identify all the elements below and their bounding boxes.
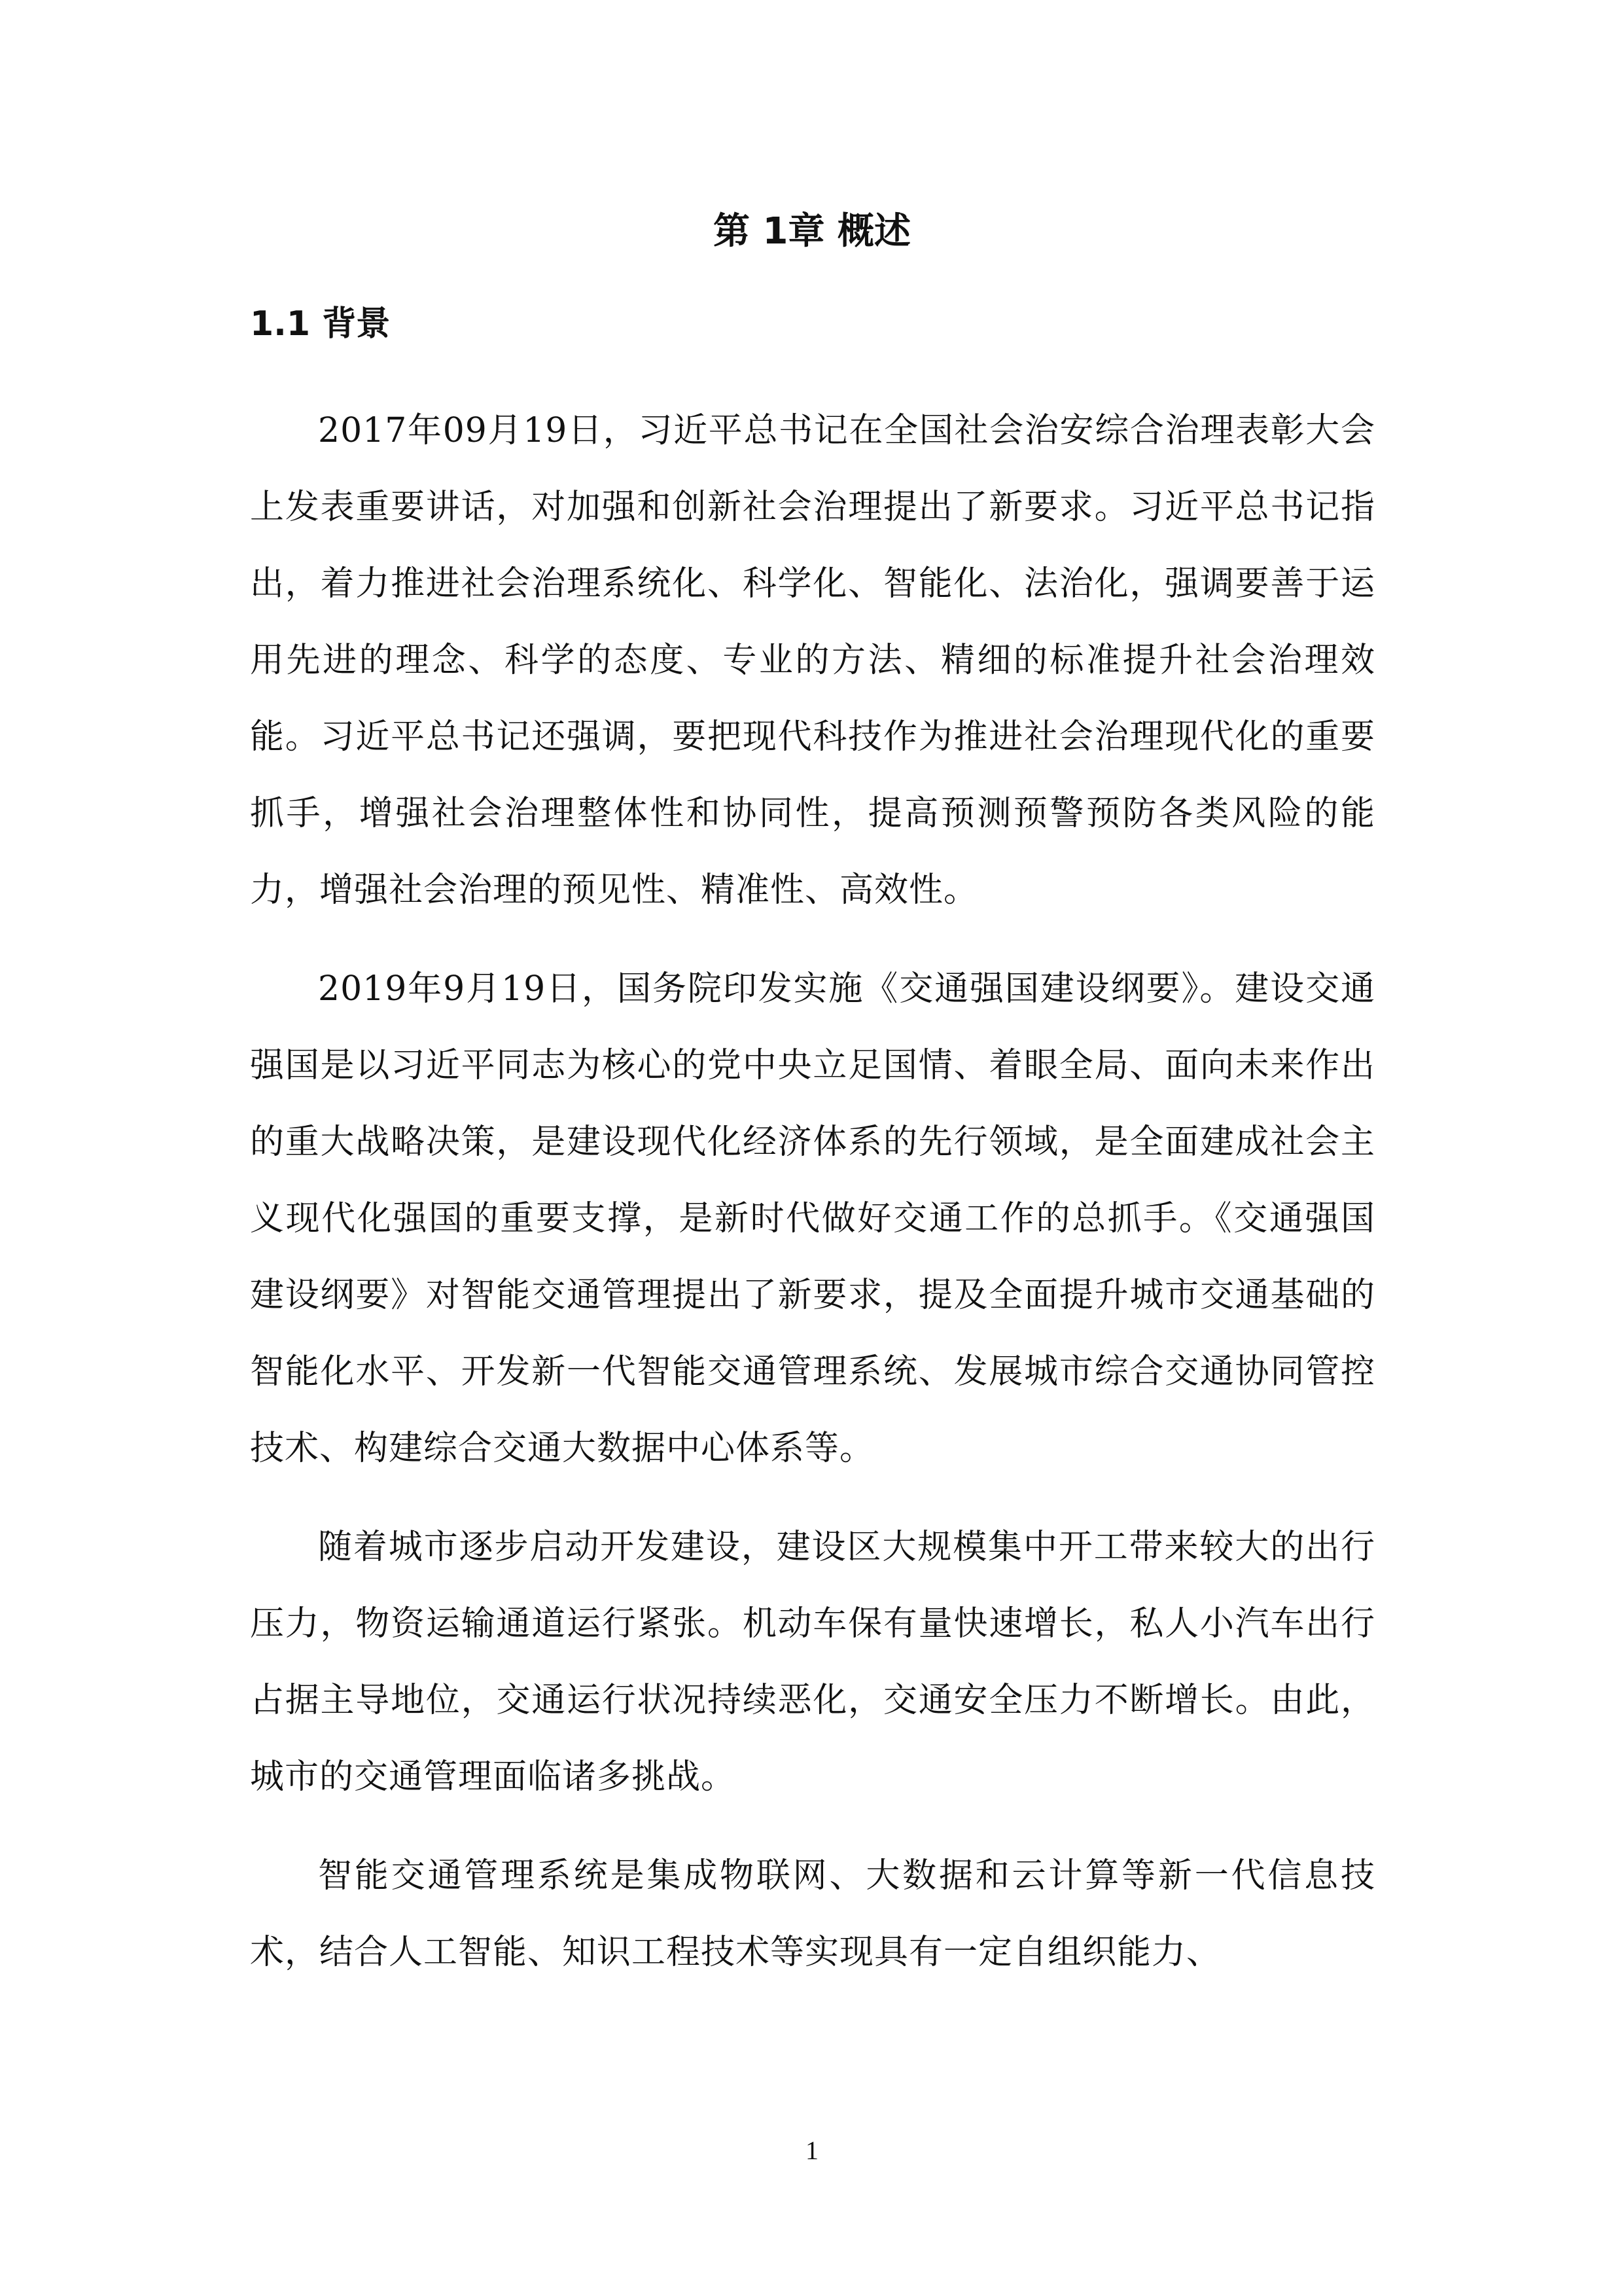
paragraph: 随着城市逐步启动开发建设，建设区大规模集中开工带来较大的出行压力，物资运输通道运行紧张。机动车保有量快速增长，私人小汽车出行占据主导地位，交通运行状况持续恶化，交通安全压力不断增长。由此，城市的交通管理面临诸多挑战。 bbox=[250, 1528, 1375, 1797]
body-text bbox=[250, 393, 1375, 2013]
chapter-title: 第 1章 概述 bbox=[713, 210, 911, 253]
section-title: 1.1 背景 bbox=[250, 304, 391, 344]
paragraph: 智能交通管理系统是集成物联网、大数据和云计算等新一代信息技术，结合人工智能、知识工程技术等实现具有一定自组织能力、 bbox=[250, 1856, 1375, 1972]
paragraph: 2019年9月19日，国务院印发实施《交通强国建设纲要》。建设交通强国是以习近平同志为核心的党中央立足国情、着眼全局、面向未来作出的重大战略决策，是建设现代化经济体系的先行领域，是全面建成社会主义现代化强国的重要支撑，是新时代做好交通工作的总抓手。《交通强国建设纲要》对智能交通管理提出了新要求，提及全面提升城市交通基础的智能化水平、开发新一代智能交通管理系统、发展城市综合交通协同管控技术、构建综合交通大数据中心体系等。 bbox=[250, 969, 1375, 1468]
paragraph: 2017年09月19日，习近平总书记在全国社会治安综合治理表彰大会上发表重要讲话，对加强和创新社会治理提出了新要求。习近平总书记指出，着力推进社会治理系统化、科学化、智能化、法治化，强调要善于运用先进的理念、科学的态度、专业的方法、精细的标准提升社会治理效能。习近平总书记还强调，要把现代科技作为推进社会治理现代化的重要抓手，增强社会治理整体性和协同性，提高预测预警预防各类风险的能力，增强社会治理的预见性、精准性、高效性。 bbox=[250, 411, 1375, 910]
page-number: 1 bbox=[805, 2136, 819, 2165]
